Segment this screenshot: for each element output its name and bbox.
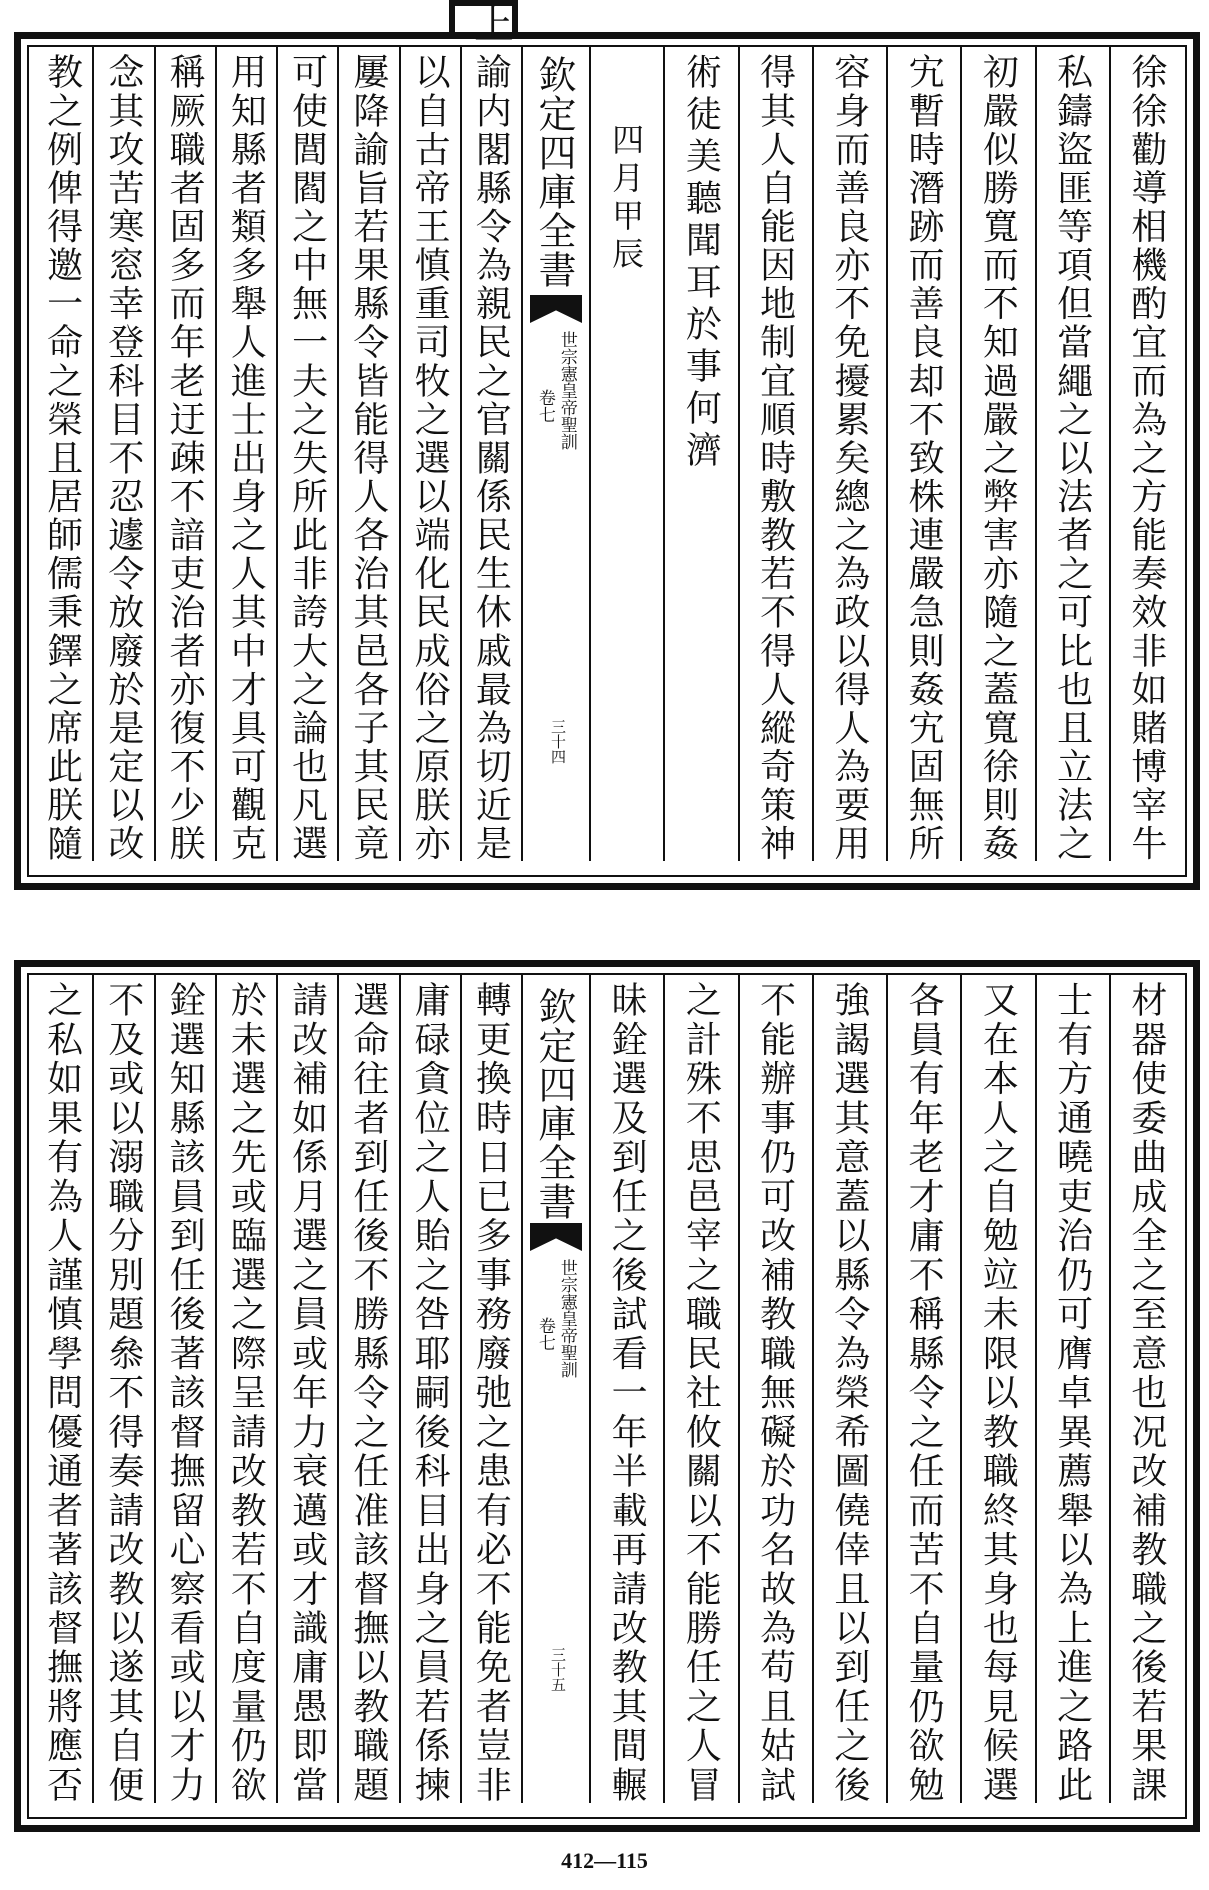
column: 宄暫時潛跡而善良却不致株連嚴急則姦宄固無所 [903, 53, 945, 863]
margin-subtitle: 世宗憲皇帝聖訓 [556, 331, 577, 450]
column: 術徒美聽聞耳於事何濟 [680, 53, 722, 473]
column: 諭内閣縣令為親民之官關係民生休戚最為切近是 [470, 53, 512, 863]
column-rule [337, 975, 339, 1803]
column-rule [1035, 975, 1037, 1803]
column: 請改補如係月選之員或年力衰邁或才識庸愚即當 [286, 981, 328, 1805]
column-rule [886, 47, 888, 861]
column: 士有方通曉吏治仍可膺卓異薦舉以為上進之路此 [1051, 981, 1093, 1805]
column: 初嚴似勝寬而不知過嚴之弊害亦隨之蓋寬徐則姦 [977, 53, 1019, 863]
margin-rule-left [521, 975, 523, 1803]
margin-page-number: 三十四 [549, 719, 567, 764]
column: 銓選知縣該員到任後著該督撫留心察看或以才力 [164, 981, 206, 1805]
column: 又在本人之自勉竝未限以教職終其身也每見候選 [977, 981, 1019, 1805]
column-rule [460, 47, 462, 861]
column-rule [215, 975, 217, 1803]
column: 容身而善良亦不免擾累矣總之為政以得人為要用 [828, 53, 870, 863]
column-rule [1035, 47, 1037, 861]
column-rule [337, 47, 339, 861]
column-rule [1109, 975, 1111, 1803]
margin-volume: 卷七 [534, 389, 555, 423]
column-rule [960, 47, 962, 861]
margin-page-number: 三十五 [549, 1647, 567, 1692]
margin-subtitle: 世宗憲皇帝聖訓 [556, 1259, 577, 1378]
column-rule [960, 975, 962, 1803]
column-rule [663, 975, 665, 1803]
column: 昧銓選及到任之後試看一年半載再請改教其間輾 [606, 981, 648, 1805]
column-rule [154, 47, 156, 861]
column: 不及或以溺職分別題叅不得奏請改教以遂其自便 [102, 981, 144, 1805]
column: 各員有年老才庸不稱縣令之任而苦不自量仍欲勉 [903, 981, 945, 1805]
column-rule [1109, 47, 1111, 861]
margin-rule-right [589, 975, 591, 1803]
column: 之計殊不思邑宰之職民社攸關以不能勝任之人冒 [680, 981, 722, 1805]
column-rule [812, 47, 814, 861]
column-rule [276, 975, 278, 1803]
top-page [14, 3, 1200, 890]
column: 選命往者到任後不勝縣令之任准該督撫以教職題 [347, 981, 389, 1805]
bottom-page [14, 960, 1200, 1832]
column-rule [92, 975, 94, 1803]
column: 不能辦事仍可改補教職無礙於功名故為苟且姑試 [754, 981, 796, 1805]
margin-rule-left [521, 47, 523, 861]
margin-title: 欽定四庫全書 [532, 55, 576, 289]
column-rule [663, 47, 665, 861]
column-rule [276, 47, 278, 861]
column: 徐徐勸導相機酌宜而為之方能奏效非如賭博宰牛 [1125, 53, 1167, 863]
column: 庸碌貪位之人貽之咎耶嗣後科目出身之員若係揀 [409, 981, 451, 1805]
column-rule [812, 975, 814, 1803]
column-rule [460, 975, 462, 1803]
column-rule [399, 975, 401, 1803]
column-rule [215, 47, 217, 861]
column-rule [738, 975, 740, 1803]
column: 私鑄盜匪等項但當繩之以法者之可比也且立法之 [1051, 53, 1093, 863]
date-heading: 四月甲辰 [607, 123, 646, 275]
column: 之私如果有為人謹慎學問優通者著該督撫將應否 [41, 981, 83, 1805]
column: 用知縣者類多舉人進士出身之人其中才具可觀克 [225, 53, 267, 863]
column: 稱厥職者固多而年老迂疎不諳吏治者亦復不少朕 [164, 53, 206, 863]
margin-title: 欽定四庫全書 [532, 987, 576, 1221]
column: 可使閭閻之中無一夫之失所此非誇大之論也凡選 [286, 53, 328, 863]
column: 轉更換時日已多事務廢弛之患有必不能免者豈非 [470, 981, 512, 1805]
footer-page-code: 412—115 [561, 1848, 648, 1873]
column-rule [154, 975, 156, 1803]
margin-volume: 卷七 [534, 1317, 555, 1351]
margin-rule-right [589, 47, 591, 861]
column: 於未選之先或臨選之際呈請改教若不自度量仍欲 [225, 981, 267, 1805]
column: 強謁選其意蓋以縣令為榮希圖僥倖且以到任之後 [828, 981, 870, 1805]
column-rule [399, 47, 401, 861]
column: 材器使委曲成全之至意也况改補教職之後若果課 [1125, 981, 1167, 1805]
column: 以自古帝王慎重司牧之選以端化民成俗之原朕亦 [409, 53, 451, 863]
column-rule [92, 47, 94, 861]
column: 念其攻苦寒窓幸登科目不忍遽令放廢於是定以改 [102, 53, 144, 863]
column-elevated-honorific: 上 [467, 3, 514, 46]
column: 屢降諭旨若果縣令皆能得人各治其邑各子其民竟 [347, 53, 389, 863]
column-rule [886, 975, 888, 1803]
column-rule [738, 47, 740, 861]
column: 得其人自能因地制宜順時敷教若不得人縱奇策神 [754, 53, 796, 863]
column: 教之例俾得邀一命之榮且居師儒秉鐸之席此朕隨 [41, 53, 83, 863]
